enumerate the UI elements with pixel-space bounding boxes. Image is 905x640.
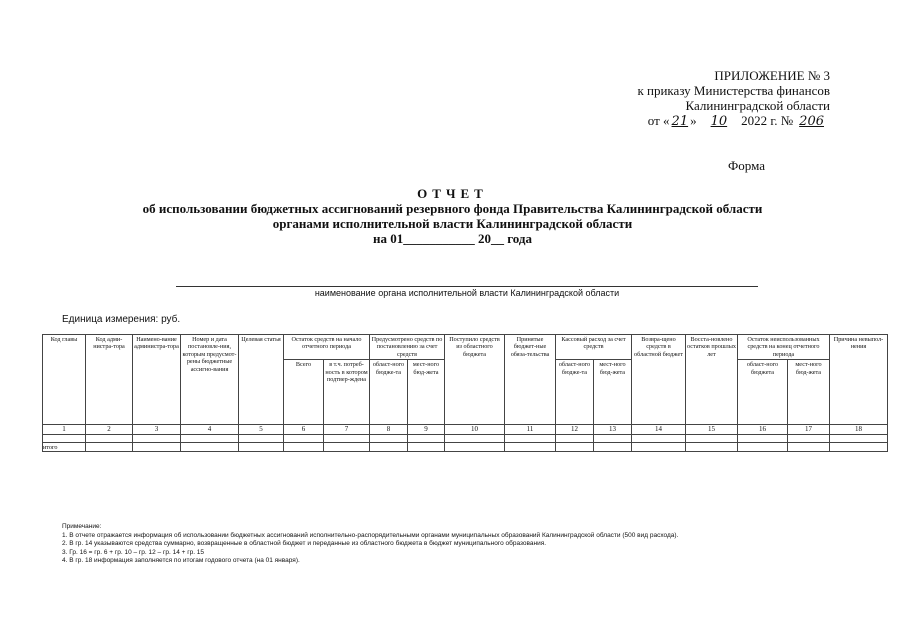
header-cell: област-ного бюджета	[738, 360, 788, 425]
data-cell	[324, 443, 370, 452]
header-cell: Поступило средств из областного бюджета	[445, 335, 505, 425]
note-item: 3. Гр. 16 = гр. 6 + гр. 10 – гр. 12 – гр. 14 + гр. 15	[62, 548, 205, 556]
data-cell	[788, 443, 830, 452]
appendix-order-ref: к приказу Министерства финансов	[637, 83, 830, 98]
data-cell	[830, 443, 888, 452]
date-day: 21	[671, 114, 689, 129]
data-cell	[594, 443, 632, 452]
column-number: 16	[738, 425, 788, 435]
note-item: 2. В гр. 14 указываются средства суммарно, возвращенные в областной бюджет и переданные из областного бюджета в бюджет муниципального образования.	[62, 540, 547, 547]
note-item: 1. В отчете отражается информация об использовании бюджетных ассигнований исполнительно-распорядительными органами муниципальных образований Калининградской области (500 вид расхода).	[62, 531, 679, 539]
data-cell	[445, 443, 505, 452]
column-number: 7	[324, 425, 370, 435]
table-row	[43, 435, 888, 443]
title-line-1: об использовании бюджетных ассигнований резервного фонда Правительства Калининградской области	[142, 201, 763, 216]
appendix-date-line	[637, 113, 830, 129]
date-prefix: от «	[647, 113, 670, 128]
column-number: 2	[86, 425, 133, 435]
appendix-region: Калининградской области	[685, 98, 830, 113]
header-cell: Наимено-вание администра-тора	[133, 335, 181, 425]
header-cell: Остаток неиспользованных средств на конец отчетного периода	[738, 335, 830, 360]
header-cell: Причина невыпол-нения	[830, 335, 888, 425]
column-number: 6	[284, 425, 324, 435]
column-number: 12	[556, 425, 594, 435]
date-month: 10	[710, 114, 728, 129]
header-cell: Кассовый расход за счет средств	[556, 335, 632, 360]
data-cell	[686, 443, 738, 452]
data-cell	[324, 435, 370, 443]
header-cell: Номер и дата постановле-ния, которым предусмот-рены бюджетные ассигно-вания	[181, 335, 239, 425]
column-number: 15	[686, 425, 738, 435]
data-cell	[43, 435, 86, 443]
data-cell	[133, 435, 181, 443]
date-year: 2022 г. №	[741, 113, 794, 128]
data-cell	[370, 443, 408, 452]
appendix-header	[637, 68, 830, 129]
header-cell: област-ного бюдже-та	[370, 360, 408, 425]
data-cell	[738, 435, 788, 443]
report-table	[42, 334, 888, 452]
header-cell: Код адми-нистра-тора	[86, 335, 133, 425]
notes	[62, 523, 678, 566]
column-number: 17	[788, 425, 830, 435]
header-cell: в т.ч. потреб-ность в котором подтвер-ждена	[324, 360, 370, 425]
column-number: 14	[632, 425, 686, 435]
data-cell	[556, 435, 594, 443]
column-number: 3	[133, 425, 181, 435]
data-cell	[505, 443, 556, 452]
header-cell: Принятые бюджет-ные обяза-тельства	[505, 335, 556, 425]
header-cell: Целевая статья	[239, 335, 284, 425]
form-label: Форма	[728, 158, 765, 173]
header-cell: мест-ного бюд-жета	[788, 360, 830, 425]
org-name-line	[176, 286, 758, 287]
column-number: 11	[505, 425, 556, 435]
data-cell	[370, 435, 408, 443]
data-cell	[86, 435, 133, 443]
header-cell: мест-ного бюд-жета	[594, 360, 632, 425]
column-number: 1	[43, 425, 86, 435]
data-cell	[181, 443, 239, 452]
data-cell	[556, 443, 594, 452]
data-cell	[239, 443, 284, 452]
data-cell	[86, 443, 133, 452]
column-number: 9	[408, 425, 445, 435]
date-mid: »	[690, 113, 697, 128]
data-cell	[686, 435, 738, 443]
header-cell: Восста-новлено остатков прошлых лет	[686, 335, 738, 425]
column-number: 5	[239, 425, 284, 435]
appendix-number: ПРИЛОЖЕНИЕ № 3	[714, 68, 830, 83]
data-cell	[594, 435, 632, 443]
data-cell	[408, 443, 445, 452]
data-cell	[284, 443, 324, 452]
notes-title: Примечание:	[62, 523, 102, 530]
data-cell	[445, 435, 505, 443]
org-name-caption: наименование органа исполнительной власти Калининградской области	[314, 288, 620, 298]
data-cell	[632, 435, 686, 443]
column-number: 4	[181, 425, 239, 435]
header-cell: Код главы	[43, 335, 86, 425]
data-cell	[505, 435, 556, 443]
note-item: 4. В гр. 18 информация заполняется по итогам годового отчета (на 01 января).	[62, 557, 300, 564]
data-cell	[788, 435, 830, 443]
header-row-1	[43, 335, 888, 360]
data-cell	[239, 435, 284, 443]
header-cell: Возвра-щено средств в областной бюджет	[632, 335, 686, 425]
data-cell	[738, 443, 788, 452]
column-number: 10	[445, 425, 505, 435]
order-number: 206	[799, 114, 824, 129]
title-line-3: на 01___________ 20__ года	[372, 231, 533, 246]
data-cell	[181, 435, 239, 443]
unit-of-measure: Единица измерения: руб.	[62, 314, 181, 325]
column-number: 13	[594, 425, 632, 435]
report-title	[0, 186, 905, 246]
header-cell: област-ного бюдже-та	[556, 360, 594, 425]
data-cell	[284, 435, 324, 443]
column-number-row	[43, 425, 888, 435]
data-cell	[830, 435, 888, 443]
header-cell: Остаток средств на начало отчетного периода	[284, 335, 370, 360]
data-cell	[133, 443, 181, 452]
total-row	[43, 443, 888, 452]
header-cell: мест-ного бюд-жета	[408, 360, 445, 425]
title-word: ОТЧЕТ	[417, 186, 488, 201]
data-cell	[632, 443, 686, 452]
column-number: 8	[370, 425, 408, 435]
title-line-2: органами исполнительной власти Калининградской области	[272, 216, 633, 231]
total-label: итого	[43, 443, 86, 452]
data-cell	[408, 435, 445, 443]
column-number: 18	[830, 425, 888, 435]
header-cell: Предусмотрено средств по постановлению за счет средств	[370, 335, 445, 360]
header-cell: Всего	[284, 360, 324, 425]
